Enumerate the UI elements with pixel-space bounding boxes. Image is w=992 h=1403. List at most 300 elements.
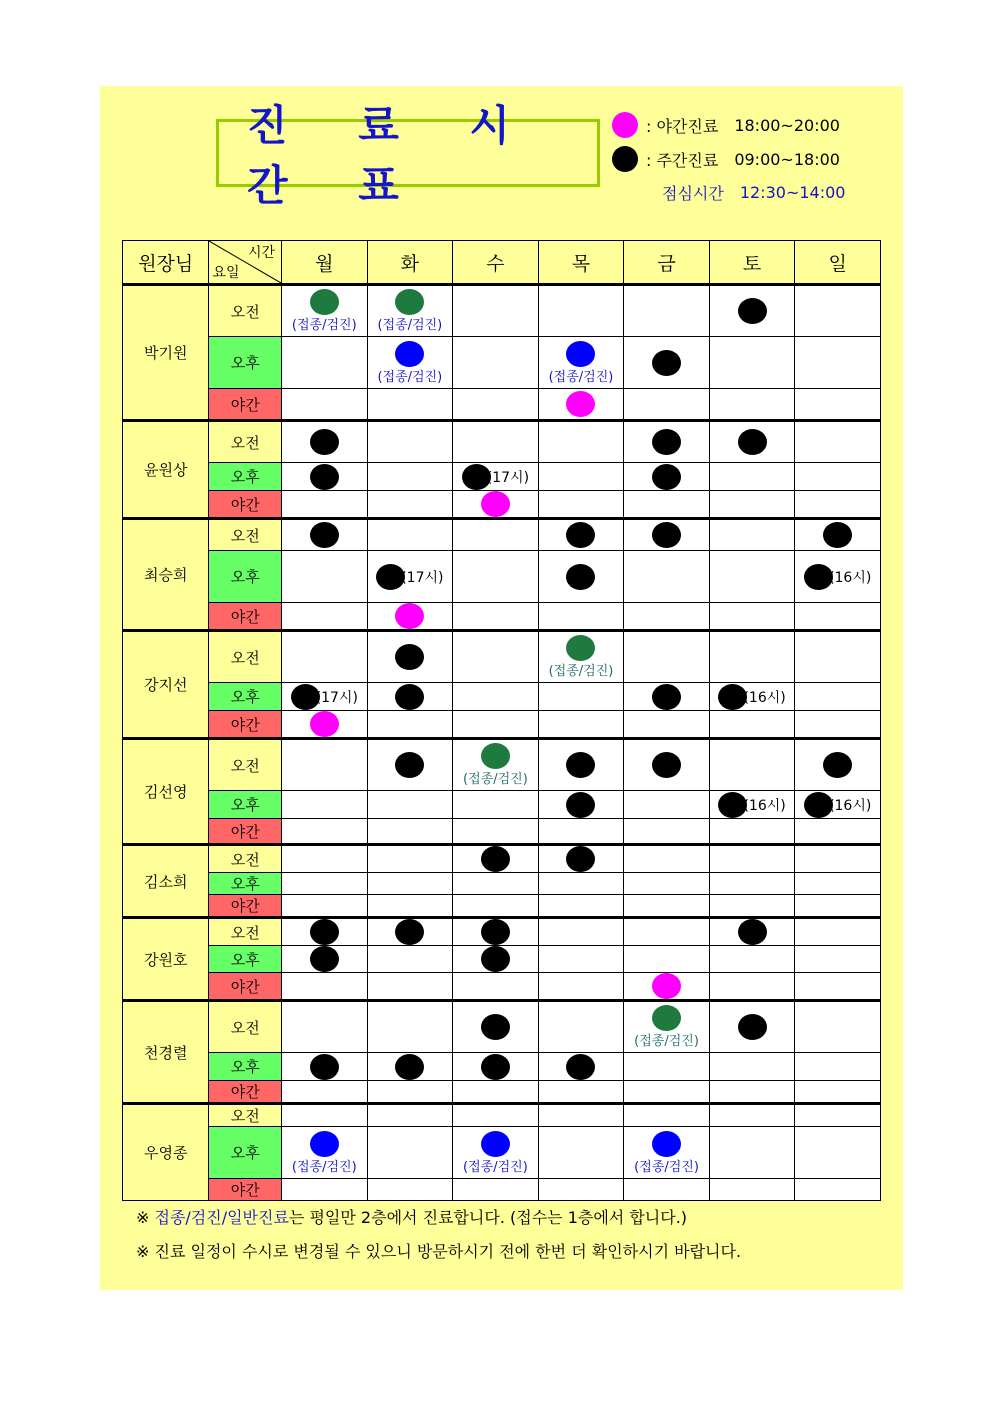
schedule-cell-sun: [795, 603, 881, 631]
schedule-row: [123, 285, 881, 337]
schedule-cell-sun: [795, 1179, 881, 1201]
note-1: [136, 1205, 687, 1228]
black-dot-icon: [481, 946, 510, 972]
hour-note: (17시): [401, 569, 444, 586]
schedule-cell-mon: [282, 1127, 368, 1179]
schedule-cell-tue: [367, 1081, 453, 1104]
period-label: 오후: [209, 683, 282, 711]
schedule-cell-sun: [795, 389, 881, 421]
black-dot-icon: [310, 946, 339, 972]
schedule-cell-thu: [538, 791, 624, 819]
period-label: 오전: [209, 519, 282, 551]
black-dot-icon: [395, 644, 424, 670]
schedule-cell-wed: [453, 421, 539, 463]
black-dot-icon: [310, 464, 339, 490]
schedule-cell-thu: [538, 918, 624, 946]
period-label: 오후: [209, 463, 282, 491]
schedule-cell-sun: [795, 519, 881, 551]
period-label: 야간: [209, 603, 282, 631]
blue-dot-icon: [566, 341, 595, 367]
schedule-cell-sun: [795, 1127, 881, 1179]
schedule-cell-fri: [624, 337, 710, 389]
schedule-cell-thu: [538, 463, 624, 491]
period-label: 오후: [209, 791, 282, 819]
black-dot-icon: [738, 1014, 767, 1040]
schedule-cell-sun: [795, 285, 881, 337]
schedule-cell-fri: [624, 845, 710, 873]
service-caption: (접종/검진): [291, 318, 357, 333]
schedule-cell-mon: [282, 918, 368, 946]
schedule-cell-thu: [538, 1053, 624, 1081]
black-dot-icon: [652, 752, 681, 778]
doctor-name: 우영종: [123, 1104, 209, 1201]
schedule-cell-sun: [795, 491, 881, 519]
service-caption: (접종/검진): [463, 1159, 528, 1175]
schedule-cell-sun: [795, 918, 881, 946]
schedule-cell-sat: [709, 337, 795, 389]
period-label: 야간: [209, 491, 282, 519]
schedule-cell-sat: [709, 389, 795, 421]
hour-note: (16시): [829, 797, 872, 814]
schedule-cell-wed: [453, 711, 539, 739]
green-dot-icon: [481, 743, 510, 769]
schedule-cell-fri: [624, 1127, 710, 1179]
period-label: 오전: [209, 631, 282, 683]
schedule-cell-thu: [538, 1104, 624, 1127]
schedule-cell-wed: [453, 551, 539, 603]
schedule-row: [123, 389, 881, 421]
schedule-cell-mon: [282, 1081, 368, 1104]
schedule-cell-mon: [282, 895, 368, 918]
black-dot-icon: [738, 298, 767, 324]
schedule-cell-wed: [453, 791, 539, 819]
title-box: [216, 101, 600, 210]
hour-note: (17시): [486, 469, 530, 486]
schedule-row: [123, 421, 881, 463]
doctor-name: 윤원상: [123, 421, 209, 519]
schedule-row: [123, 1001, 881, 1053]
black-dot-icon: [481, 919, 510, 945]
service-caption: (접종/검진): [463, 772, 528, 787]
schedule-cell-fri: [624, 519, 710, 551]
schedule-cell-wed: [453, 463, 539, 491]
schedule-cell-sat: [709, 421, 795, 463]
schedule-cell-wed: [453, 631, 539, 683]
note-2-text: 진료 일정이 수시로 변경될 수 있으니 방문하시기 전에 한번 더 확인하시기 바랍니다.: [154, 1242, 742, 1261]
green-dot-icon: [652, 1005, 681, 1031]
period-label: 오후: [209, 551, 282, 603]
day-sat: 토: [709, 241, 795, 285]
schedule-cell-wed: [453, 1179, 539, 1201]
schedule-cell-fri: [624, 895, 710, 918]
schedule-cell-fri: [624, 1104, 710, 1127]
schedule-cell-sat: [709, 791, 795, 819]
schedule-cell-thu: [538, 491, 624, 519]
schedule-cell-tue: [367, 603, 453, 631]
schedule-row: [123, 895, 881, 918]
schedule-cell-mon: [282, 519, 368, 551]
schedule-cell-thu: [538, 519, 624, 551]
black-dot-icon: [566, 846, 595, 872]
schedule-cell-sun: [795, 1081, 881, 1104]
black-dot-icon: [310, 522, 339, 548]
green-dot-icon: [395, 289, 424, 315]
lunch-label: 점심시간: [662, 184, 724, 203]
schedule-cell-wed: [453, 1053, 539, 1081]
schedule-cell-fri: [624, 1179, 710, 1201]
black-dot-icon: [481, 846, 510, 872]
schedule-row: [123, 845, 881, 873]
header-row: [123, 241, 881, 285]
day-sun: 일: [795, 241, 881, 285]
schedule-cell-tue: [367, 491, 453, 519]
schedule-cell-mon: [282, 819, 368, 845]
schedule-row: [123, 711, 881, 739]
schedule-cell-fri: [624, 918, 710, 946]
schedule-cell-thu: [538, 1127, 624, 1179]
black-dot-icon: [310, 919, 339, 945]
schedule-cell-fri: [624, 1081, 710, 1104]
schedule-cell-wed: [453, 1104, 539, 1127]
schedule-cell-sun: [795, 739, 881, 791]
schedule-cell-mon: [282, 683, 368, 711]
schedule-cell-sun: [795, 463, 881, 491]
black-dot-icon: [566, 1054, 595, 1080]
black-dot-icon: [395, 919, 424, 945]
schedule-cell-sun: [795, 873, 881, 895]
schedule-cell-sat: [709, 1127, 795, 1179]
schedule-cell-thu: [538, 389, 624, 421]
schedule-cell-tue: [367, 791, 453, 819]
schedule-cell-thu: [538, 1081, 624, 1104]
schedule-cell-thu: [538, 973, 624, 1001]
schedule-cell-mon: [282, 845, 368, 873]
period-label: 오전: [209, 421, 282, 463]
schedule-cell-wed: [453, 491, 539, 519]
schedule-cell-tue: [367, 1104, 453, 1127]
legend-night: [612, 112, 840, 138]
schedule-row: [123, 551, 881, 603]
schedule-cell-tue: [367, 1127, 453, 1179]
schedule-cell-sat: [709, 683, 795, 711]
schedule-cell-thu: [538, 739, 624, 791]
hour-note: (16시): [743, 797, 786, 814]
schedule-cell-wed: [453, 873, 539, 895]
schedule-cell-tue: [367, 1179, 453, 1201]
period-label: 야간: [209, 711, 282, 739]
schedule-cell-mon: [282, 791, 368, 819]
schedule-cell-mon: [282, 1053, 368, 1081]
schedule-cell-sat: [709, 1001, 795, 1053]
period-label: 야간: [209, 1179, 282, 1201]
magenta-dot-icon: [310, 711, 339, 737]
black-dot-icon: [566, 752, 595, 778]
legend-lunch: [662, 181, 845, 204]
schedule-row: [123, 973, 881, 1001]
doctor-name: 천경렬: [123, 1001, 209, 1104]
legend-day-label: : 주간진료: [646, 150, 719, 170]
schedule-cell-sat: [709, 1104, 795, 1127]
schedule-cell-wed: [453, 739, 539, 791]
black-dot-icon: [738, 919, 767, 945]
schedule-cell-tue: [367, 895, 453, 918]
schedule-cell-sat: [709, 819, 795, 845]
period-label: 오전: [209, 1001, 282, 1053]
black-dot-icon: [310, 1054, 339, 1080]
doctor-name: 최승희: [123, 519, 209, 631]
schedule-cell-mon: [282, 1179, 368, 1201]
black-dot-icon: [481, 1054, 510, 1080]
schedule-cell-mon: [282, 285, 368, 337]
schedule-cell-fri: [624, 873, 710, 895]
schedule-cell-sat: [709, 1179, 795, 1201]
service-caption: (접종/검진): [291, 1159, 357, 1175]
hour-note: (16시): [829, 569, 872, 586]
period-label: 야간: [209, 819, 282, 845]
schedule-cell-tue: [367, 1001, 453, 1053]
doctor-name: 강원호: [123, 918, 209, 1001]
schedule-cell-sat: [709, 285, 795, 337]
service-caption: (접종/검진): [548, 369, 614, 385]
period-label: 야간: [209, 895, 282, 918]
schedule-cell-tue: [367, 337, 453, 389]
black-dot-icon: [395, 752, 424, 778]
schedule-cell-sun: [795, 631, 881, 683]
schedule-row: [123, 1127, 881, 1179]
schedule-row: [123, 519, 881, 551]
schedule-row: [123, 1179, 881, 1201]
schedule-cell-sat: [709, 551, 795, 603]
schedule-cell-tue: [367, 463, 453, 491]
schedule-cell-sun: [795, 973, 881, 1001]
schedule-body: [123, 285, 881, 1201]
schedule-cell-thu: [538, 631, 624, 683]
schedule-row: [123, 1081, 881, 1104]
black-dot-icon: [566, 792, 595, 818]
schedule-row: [123, 463, 881, 491]
note-2-mark: ※: [136, 1242, 150, 1261]
schedule-cell-tue: [367, 551, 453, 603]
period-label: 오전: [209, 739, 282, 791]
schedule-cell-tue: [367, 845, 453, 873]
schedule-cell-wed: [453, 973, 539, 1001]
schedule-cell-sat: [709, 603, 795, 631]
black-dot-icon: [395, 684, 424, 710]
schedule-cell-sun: [795, 683, 881, 711]
period-label: 야간: [209, 389, 282, 421]
black-dot-icon: [823, 522, 852, 548]
schedule-row: [123, 873, 881, 895]
schedule-cell-sat: [709, 491, 795, 519]
schedule-cell-thu: [538, 683, 624, 711]
schedule-cell-sun: [795, 421, 881, 463]
service-caption: (접종/검진): [634, 1034, 699, 1049]
schedule-cell-fri: [624, 285, 710, 337]
schedule-cell-wed: [453, 819, 539, 845]
schedule-cell-sun: [795, 946, 881, 973]
blue-dot-icon: [481, 1131, 510, 1157]
schedule-cell-mon: [282, 946, 368, 973]
schedule-cell-wed: [453, 285, 539, 337]
schedule-cell-sun: [795, 1053, 881, 1081]
legend-night-label: : 야간진료: [646, 116, 719, 136]
schedule-cell-mon: [282, 551, 368, 603]
schedule-cell-thu: [538, 421, 624, 463]
schedule-row: [123, 337, 881, 389]
hour-note: (17시): [315, 689, 358, 706]
schedule-cell-sat: [709, 845, 795, 873]
doctor-name: 김선영: [123, 739, 209, 845]
schedule-cell-wed: [453, 1127, 539, 1179]
schedule-cell-tue: [367, 683, 453, 711]
schedule-cell-tue: [367, 389, 453, 421]
schedule-cell-thu: [538, 337, 624, 389]
schedule-row: [123, 603, 881, 631]
period-label: 오후: [209, 1053, 282, 1081]
schedule-row: [123, 1104, 881, 1127]
black-dot-icon: [310, 429, 339, 455]
schedule-cell-fri: [624, 711, 710, 739]
schedule-cell-sat: [709, 711, 795, 739]
schedule-cell-thu: [538, 895, 624, 918]
schedule-row: [123, 791, 881, 819]
blue-dot-icon: [652, 1131, 681, 1157]
schedule-cell-sun: [795, 551, 881, 603]
schedule-cell-sat: [709, 1053, 795, 1081]
schedule-cell-sun: [795, 845, 881, 873]
note-1-text: 는 평일만 2층에서 진료합니다. (접수는 1층에서 합니다.): [288, 1208, 688, 1227]
schedule-cell-mon: [282, 389, 368, 421]
doctor-header: 원장님: [123, 241, 209, 285]
schedule-cell-tue: [367, 819, 453, 845]
schedule-row: [123, 683, 881, 711]
schedule-cell-mon: [282, 711, 368, 739]
schedule-cell-wed: [453, 895, 539, 918]
schedule-cell-tue: [367, 711, 453, 739]
schedule-cell-mon: [282, 337, 368, 389]
schedule-cell-sun: [795, 791, 881, 819]
schedule-cell-thu: [538, 845, 624, 873]
schedule-table: [122, 240, 881, 1201]
schedule-cell-wed: [453, 845, 539, 873]
schedule-cell-sat: [709, 739, 795, 791]
black-dot-icon: [395, 1054, 424, 1080]
schedule-cell-wed: [453, 603, 539, 631]
black-dot-icon: [566, 564, 595, 590]
green-dot-icon: [566, 635, 595, 661]
schedule-cell-mon: [282, 491, 368, 519]
period-label: 오후: [209, 873, 282, 895]
schedule-cell-wed: [453, 337, 539, 389]
green-dot-icon: [310, 289, 339, 315]
black-dot-icon: [823, 752, 852, 778]
schedule-cell-mon: [282, 1104, 368, 1127]
service-caption: (접종/검진): [548, 664, 614, 679]
schedule-cell-thu: [538, 603, 624, 631]
corner-header: [209, 241, 282, 285]
note-2: [136, 1239, 741, 1262]
lunch-time: 12:30~14:00: [739, 183, 846, 202]
schedule-cell-wed: [453, 683, 539, 711]
schedule-cell-tue: [367, 285, 453, 337]
schedule-cell-fri: [624, 463, 710, 491]
schedule-cell-mon: [282, 1001, 368, 1053]
schedule-cell-fri: [624, 946, 710, 973]
period-label: 오전: [209, 1104, 282, 1127]
schedule-cell-mon: [282, 463, 368, 491]
schedule-cell-mon: [282, 631, 368, 683]
schedule-cell-wed: [453, 1001, 539, 1053]
schedule-row: [123, 491, 881, 519]
day-fri: 금: [624, 241, 710, 285]
schedule-cell-tue: [367, 946, 453, 973]
schedule-cell-mon: [282, 873, 368, 895]
black-dot-icon: [566, 522, 595, 548]
black-dot-icon: [652, 429, 681, 455]
schedule-row: [123, 1053, 881, 1081]
schedule-cell-fri: [624, 683, 710, 711]
schedule-cell-thu: [538, 711, 624, 739]
schedule-cell-wed: [453, 1081, 539, 1104]
schedule-cell-fri: [624, 739, 710, 791]
doctor-name: 김소희: [123, 845, 209, 918]
schedule-cell-tue: [367, 973, 453, 1001]
period-label: 오후: [209, 946, 282, 973]
period-label: 오전: [209, 918, 282, 946]
magenta-dot-icon: [652, 973, 681, 999]
day-tue: 화: [367, 241, 453, 285]
schedule-cell-sun: [795, 819, 881, 845]
schedule-cell-mon: [282, 421, 368, 463]
black-dot-icon: [612, 146, 638, 172]
black-dot-icon: [652, 522, 681, 548]
corner-day-label: 요일: [212, 265, 240, 281]
schedule-cell-sun: [795, 337, 881, 389]
schedule-cell-sat: [709, 463, 795, 491]
schedule-row: [123, 946, 881, 973]
schedule-cell-sat: [709, 873, 795, 895]
magenta-dot-icon: [481, 491, 510, 517]
magenta-dot-icon: [566, 391, 595, 417]
schedule-cell-fri: [624, 973, 710, 1001]
schedule-cell-sat: [709, 973, 795, 1001]
magenta-dot-icon: [395, 603, 424, 629]
schedule-cell-thu: [538, 819, 624, 845]
schedule-cell-sat: [709, 1081, 795, 1104]
service-caption: (접종/검진): [377, 318, 443, 333]
schedule-cell-fri: [624, 1053, 710, 1081]
note-1-mark: ※: [136, 1208, 150, 1227]
blue-dot-icon: [395, 341, 424, 367]
day-thu: 목: [538, 241, 624, 285]
schedule-cell-thu: [538, 551, 624, 603]
schedule-cell-fri: [624, 1001, 710, 1053]
black-dot-icon: [481, 1014, 510, 1040]
schedule-cell-sat: [709, 946, 795, 973]
schedule-cell-fri: [624, 631, 710, 683]
period-label: 오전: [209, 845, 282, 873]
schedule-cell-tue: [367, 631, 453, 683]
note-1-highlight: 접종/검진/일반진료: [154, 1208, 289, 1227]
schedule-cell-fri: [624, 421, 710, 463]
schedule-cell-tue: [367, 873, 453, 895]
schedule-cell-fri: [624, 603, 710, 631]
schedule-cell-thu: [538, 1001, 624, 1053]
schedule-cell-sat: [709, 519, 795, 551]
corner-time-label: 시간: [247, 245, 276, 261]
legend-day: [612, 146, 840, 172]
service-caption: (접종/검진): [377, 369, 443, 385]
